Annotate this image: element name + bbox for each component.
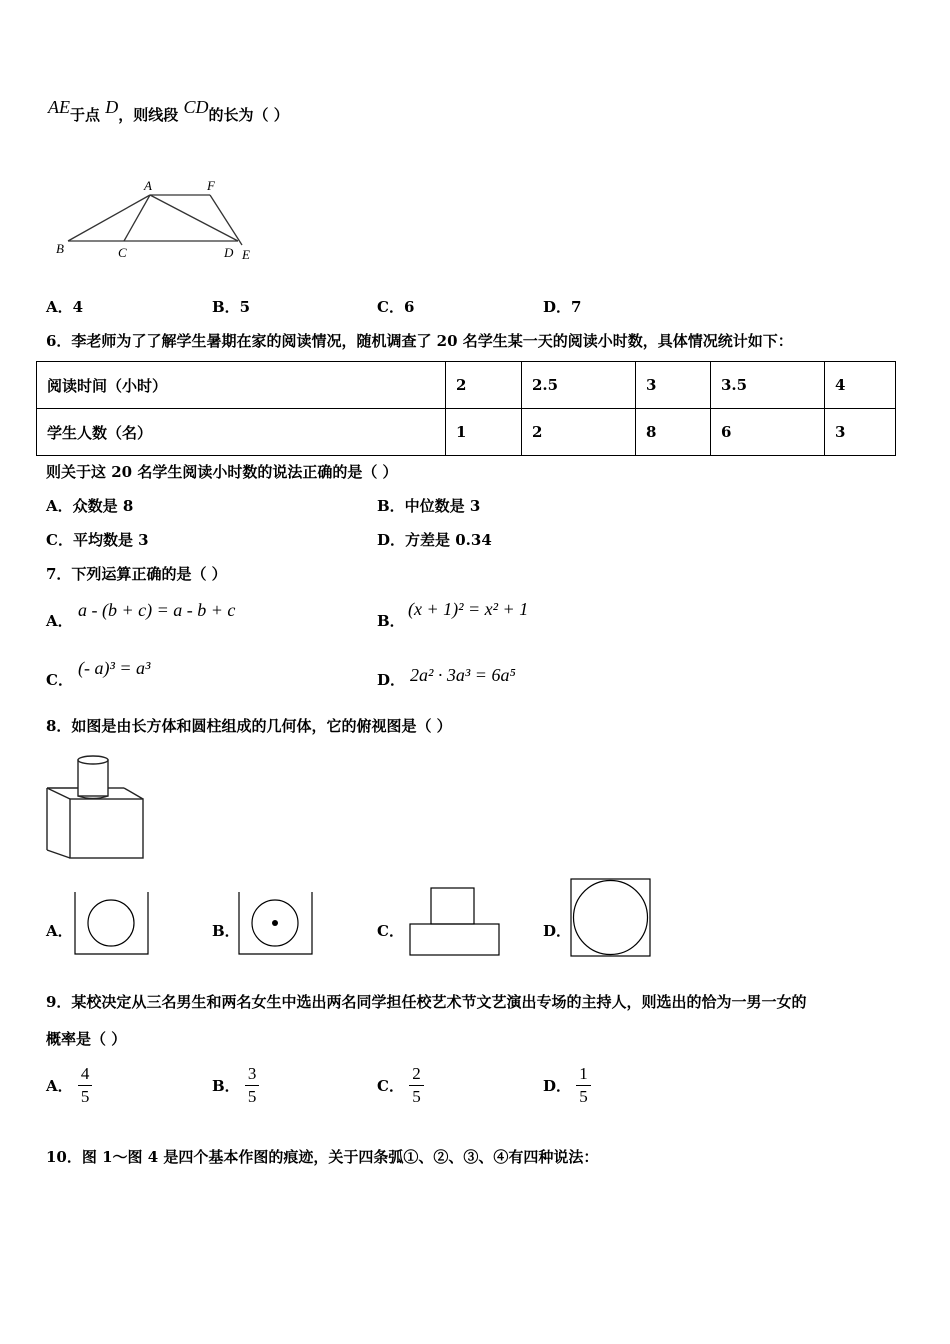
q8-option-b-figure[interactable]: [238, 892, 314, 956]
numerator: 3: [245, 1063, 260, 1086]
q6-option-a[interactable]: A．众数是 8: [46, 497, 134, 515]
numerator: 4: [78, 1063, 93, 1086]
table-cell: 4: [825, 362, 896, 409]
q5-option-d[interactable]: D．7: [543, 298, 582, 316]
q9-option-d[interactable]: [543, 1063, 591, 1108]
q5-seg-cd: CD: [183, 97, 209, 117]
q7-stem: 7．下列运算正确的是（ ）: [46, 565, 227, 583]
q7-option-a-label[interactable]: A．: [46, 612, 73, 630]
denominator: 5: [80, 1087, 90, 1106]
q8-option-d-label[interactable]: D．: [543, 922, 572, 940]
q6-option-d[interactable]: D．方差是 0.34: [377, 531, 492, 549]
q9-stem-line1: 9．某校决定从三名男生和两名女生中选出两名同学担任校艺术节文艺演出专场的主持人，则选出的恰为一男一女的: [46, 993, 807, 1011]
table-cell: 1: [446, 409, 522, 456]
table-cell: 3: [825, 409, 896, 456]
q5-option-a[interactable]: A．4: [46, 298, 84, 316]
q7-option-b-expr: (x + 1)² = x² + 1: [408, 599, 529, 619]
q7-option-c-expr: (- a)³ = a³: [78, 658, 151, 678]
table-cell: 学生人数（名）: [37, 409, 446, 456]
table-cell: 8: [636, 409, 711, 456]
label-f: F: [207, 178, 215, 193]
table-cell: 2: [522, 409, 636, 456]
q8-option-b-label[interactable]: B．: [212, 922, 240, 940]
q5-option-c[interactable]: C．6: [377, 298, 415, 316]
q5-figure: [50, 175, 270, 270]
numerator: 2: [409, 1063, 424, 1086]
label-d: D: [224, 245, 234, 260]
table-cell: 2.5: [522, 362, 636, 409]
q8-solid-figure: [44, 752, 148, 864]
table-cell: 2: [446, 362, 522, 409]
q6-option-c[interactable]: C．平均数是 3: [46, 531, 149, 549]
q9-option-a-label: A．: [46, 1077, 73, 1095]
numerator: 1: [576, 1063, 591, 1086]
q9-option-a-fraction: [78, 1063, 93, 1108]
label-b: B: [56, 241, 64, 256]
q7-option-d-expr: 2a² · 3a³ = 6a⁵: [410, 665, 516, 685]
q8-option-c-figure[interactable]: [408, 886, 502, 958]
q5-point-d: D: [105, 97, 119, 117]
table-row: [37, 362, 896, 409]
q8-option-d-figure[interactable]: [570, 878, 652, 958]
q9-option-d-fraction: [576, 1063, 591, 1108]
q9-option-a[interactable]: [46, 1063, 92, 1108]
q9-option-b[interactable]: [212, 1063, 259, 1108]
q10-stem: 10．图 1～图 4 是四个基本作图的痕迹，关于四条弧①、②、③、④有四种说法：: [46, 1148, 599, 1166]
q8-option-c-label[interactable]: C．: [377, 922, 404, 940]
q9-option-b-label: B．: [212, 1077, 240, 1095]
q5-stem-line: [48, 97, 289, 125]
q6-option-b[interactable]: B．中位数是 3: [377, 497, 481, 515]
q5-seg-ae: AE: [48, 97, 70, 117]
q6-table: [36, 361, 896, 456]
q8-option-a-figure[interactable]: [74, 892, 150, 956]
table-cell: 3: [636, 362, 711, 409]
q5-text-1: 于点: [70, 106, 101, 124]
q9-option-b-fraction: [245, 1063, 260, 1108]
denominator: 5: [247, 1087, 257, 1106]
q8-option-a-label[interactable]: A．: [46, 922, 73, 940]
q7-option-d-label[interactable]: D．: [377, 671, 406, 689]
q9-option-d-label: D．: [543, 1077, 572, 1095]
q9-option-c-fraction: [409, 1063, 424, 1108]
table-cell: 6: [711, 409, 825, 456]
label-c: C: [118, 245, 127, 260]
q9-option-c[interactable]: [377, 1063, 424, 1108]
table-cell: 阅读时间（小时）: [37, 362, 446, 409]
q7-option-a-expr: a - (b + c) = a - b + c: [78, 600, 236, 620]
denominator: 5: [412, 1087, 421, 1106]
q9-option-c-label: C．: [377, 1077, 404, 1095]
label-e: E: [242, 247, 250, 262]
denominator: 5: [579, 1087, 588, 1106]
q5-text-3: 的长为（ ）: [208, 106, 289, 124]
q6-stem: 6．李老师为了了解学生暑期在家的阅读情况，随机调查了 20 名学生某一天的阅读小时数，具体情况统计如下：: [46, 332, 793, 350]
q7-option-b-label[interactable]: B．: [377, 612, 405, 630]
q5-option-b[interactable]: B．5: [212, 298, 251, 316]
q5-text-2: ，则线段: [118, 106, 179, 124]
table-cell: 3.5: [711, 362, 825, 409]
q8-stem: 8．如图是由长方体和圆柱组成的几何体，它的俯视图是（ ）: [46, 717, 452, 735]
q9-stem-line2: 概率是（ ）: [46, 1030, 127, 1048]
q6-question: 则关于这 20 名学生阅读小时数的说法正确的是（ ）: [46, 463, 398, 481]
label-a: A: [144, 178, 152, 193]
q7-option-c-label[interactable]: C．: [46, 671, 73, 689]
table-row: [37, 409, 896, 456]
